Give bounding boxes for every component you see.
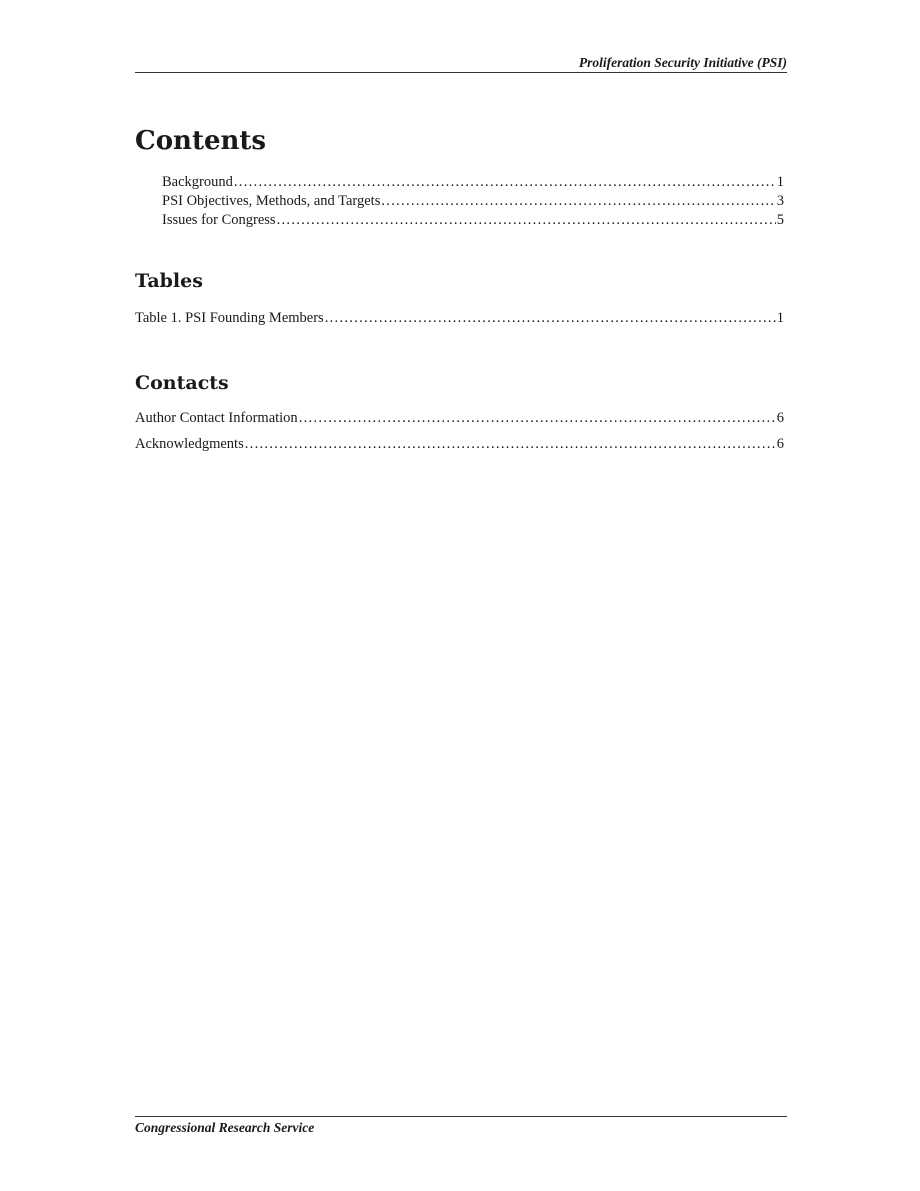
footer-rule	[135, 1116, 787, 1117]
dot-leader	[234, 173, 776, 191]
toc-entry-psi-objectives[interactable]	[162, 192, 784, 210]
toc-entry-label: Acknowledgments	[135, 436, 244, 452]
toc-entry-author-contact[interactable]	[135, 409, 784, 427]
toc-entry-page: 3	[776, 193, 784, 209]
running-footer: Congressional Research Service	[135, 1120, 315, 1135]
toc-entry-table-1[interactable]	[135, 309, 784, 327]
toc-entry-background[interactable]	[162, 173, 784, 191]
toc-entry-issues-for-congress[interactable]	[162, 211, 784, 229]
toc-entry-page: 5	[776, 212, 784, 228]
toc-entry-label: Issues for Congress	[162, 212, 276, 228]
toc-entry-label: PSI Objectives, Methods, and Targets	[162, 193, 381, 209]
contacts-title: Contacts	[135, 372, 229, 394]
dot-leader	[381, 192, 775, 210]
toc-entry-page: 6	[776, 436, 784, 452]
dot-leader	[325, 309, 776, 327]
dot-leader	[245, 435, 776, 453]
toc-entry-label: Table 1. PSI Founding Members	[135, 310, 324, 326]
dot-leader	[277, 211, 776, 229]
toc-entry-label: Background	[162, 174, 233, 190]
header-rule	[135, 72, 787, 73]
running-header: Proliferation Security Initiative (PSI)	[578, 55, 787, 70]
contents-title: Contents	[135, 126, 267, 156]
tables-title: Tables	[135, 270, 203, 292]
toc-entry-label: Author Contact Information	[135, 410, 298, 426]
toc-entry-page: 1	[776, 174, 784, 190]
toc-entry-page: 1	[776, 310, 784, 326]
dot-leader	[299, 409, 776, 427]
toc-entry-page: 6	[776, 410, 784, 426]
toc-entry-acknowledgments[interactable]	[135, 435, 784, 453]
